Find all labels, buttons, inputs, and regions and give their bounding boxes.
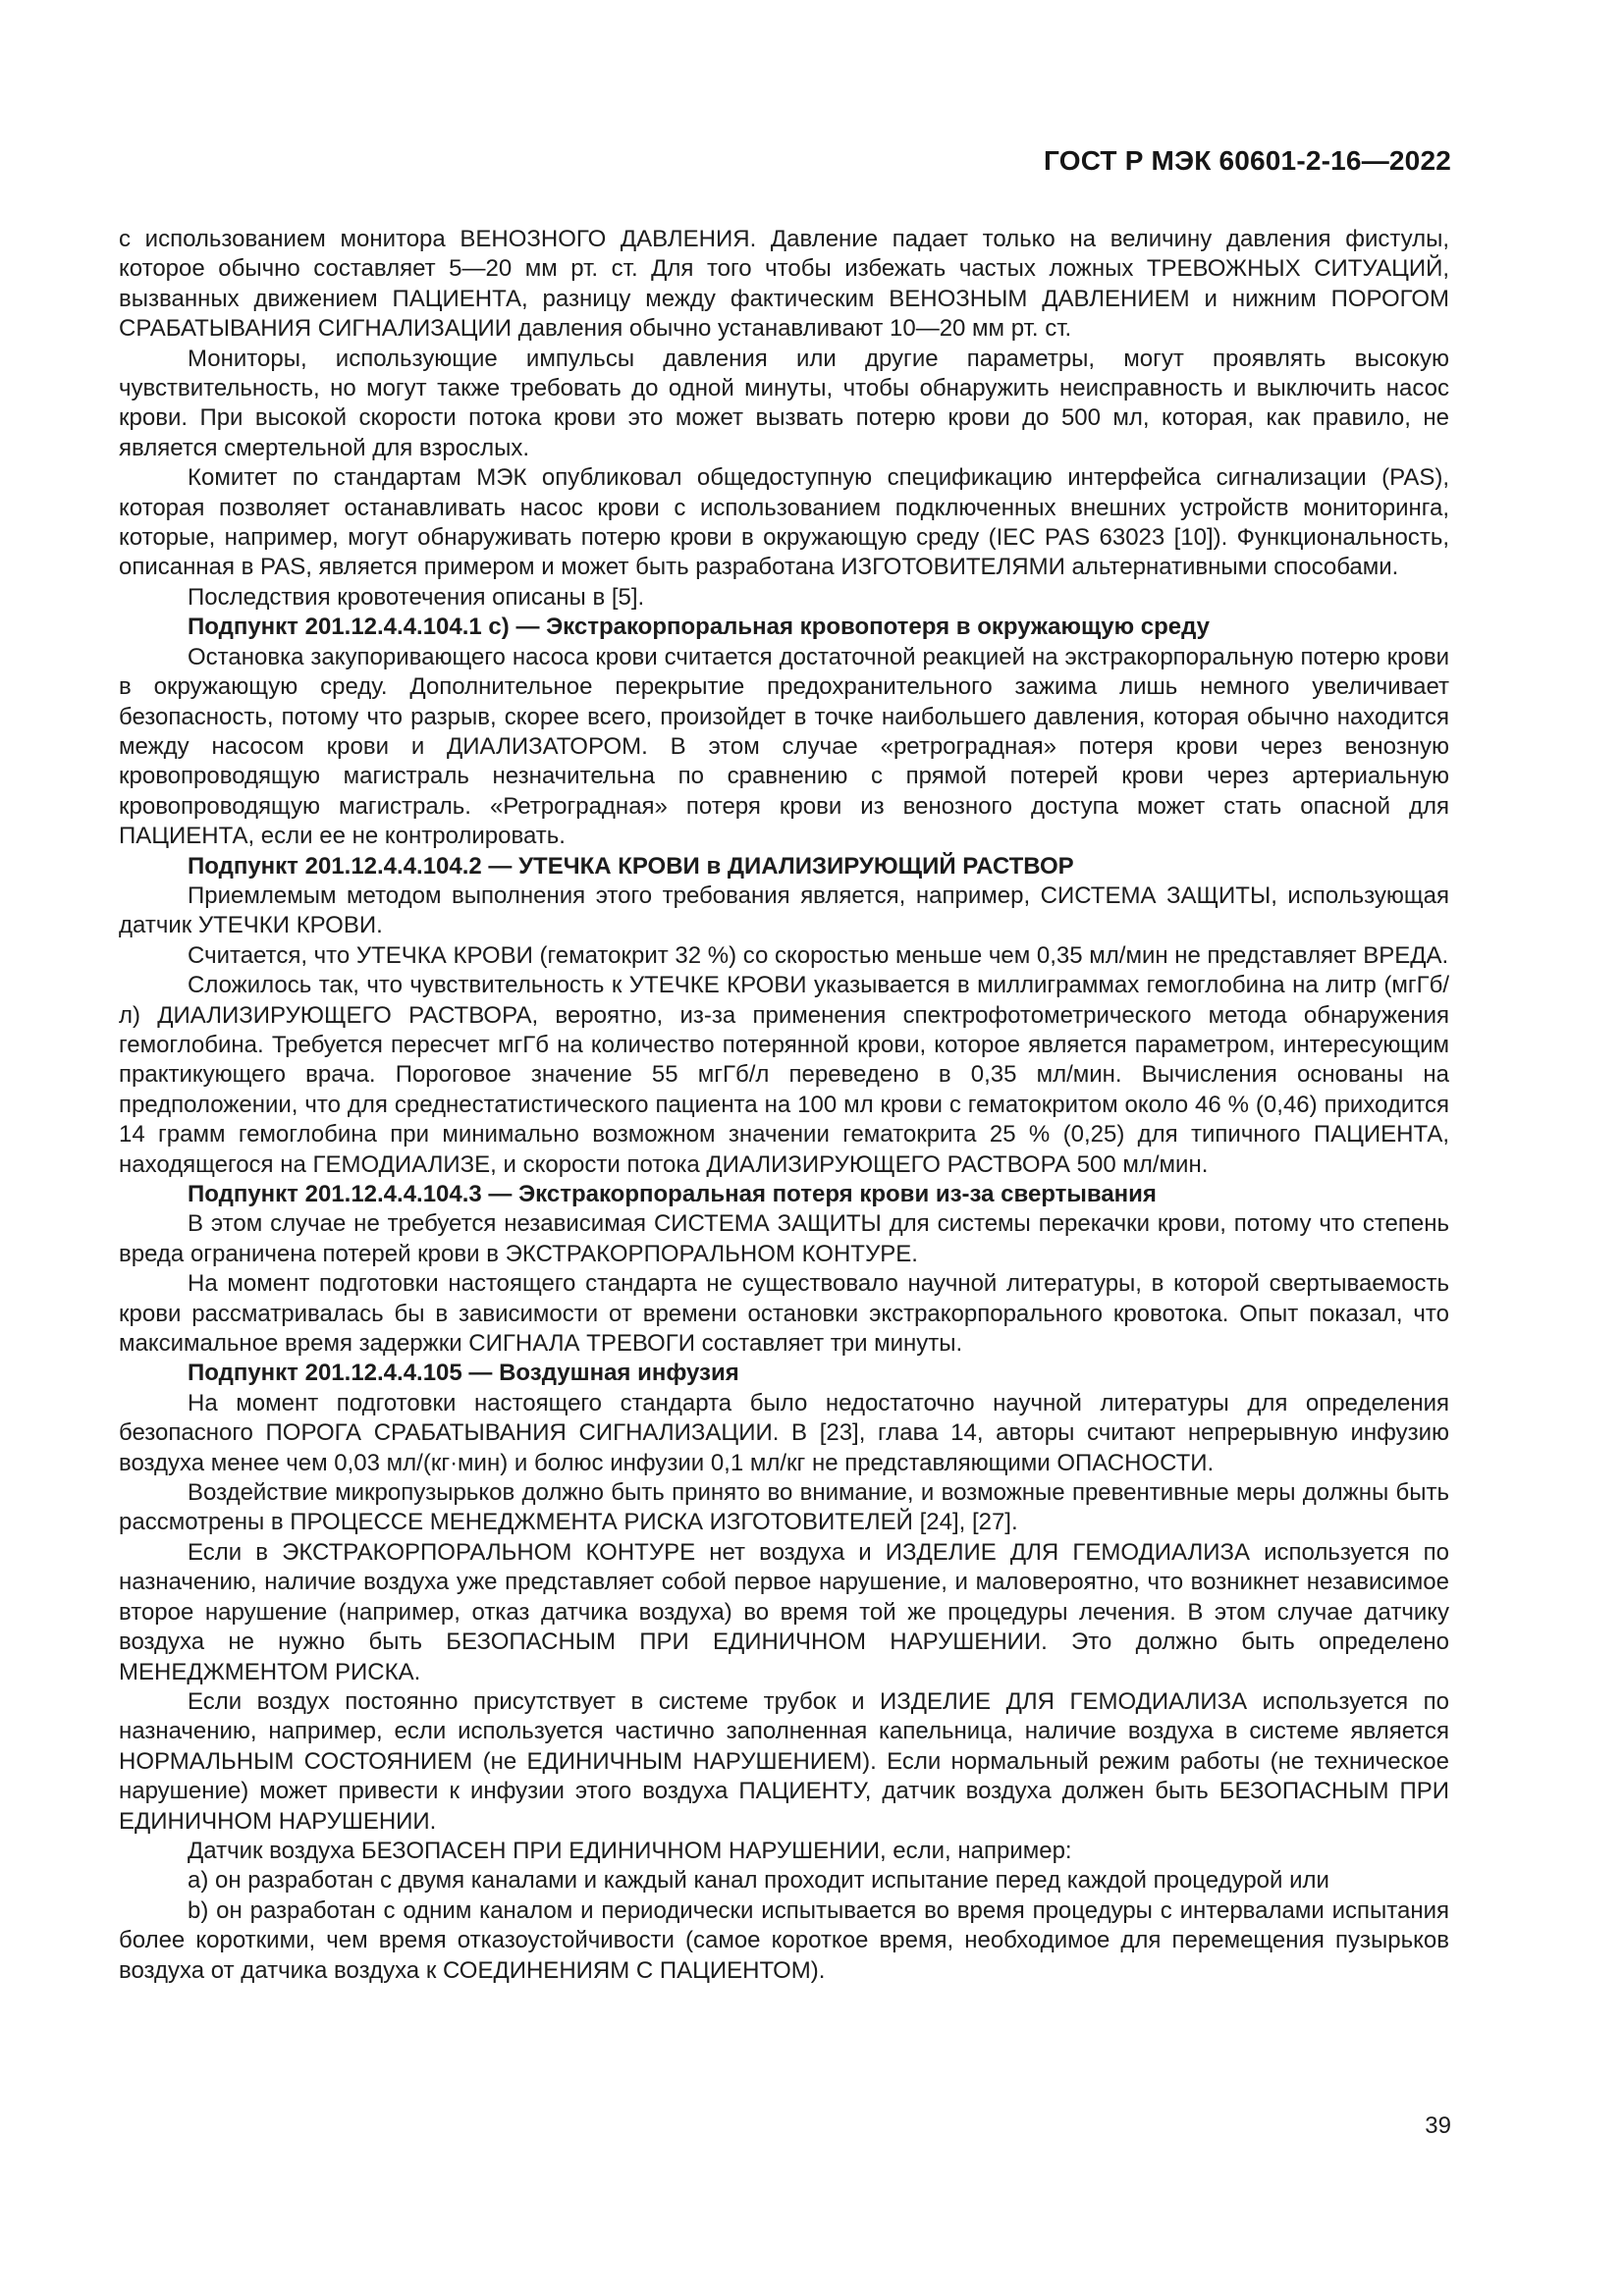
paragraph: Если в ЭКСТРАКОРПОРАЛЬНОМ КОНТУРЕ нет воздуха и ИЗДЕЛИЕ ДЛЯ ГЕМОДИАЛИЗА используется по назначению, наличие воздуха уже представляет собой первое нарушение, и маловероятно, что возникнет независимое второе нарушение (например, отказ датчика воздуха) во время той же процедуры лечения. В этом случае датчику воздуха не нужно быть БЕЗОПАСНЫМ ПРИ ЕДИНИЧНОМ НАРУШЕНИИ. Это должно быть определено МЕНЕДЖМЕНТОМ РИСКА. <box>119 1538 1449 1685</box>
list-item: b) он разработан с одним каналом и периодически испытывается во время процедуры с интервалами испытания более короткими, чем время отказоустойчивости (самое короткое время, необходимое для перемещения пузырьков воздуха от датчика воздуха к СОЕДИНЕНИЯМ С ПАЦИЕНТОМ). <box>119 1896 1449 1984</box>
paragraph: Остановка закупоривающего насоса крови считается достаточной реакцией на экстракорпоральную потерю крови в окружающую среду. Дополнительное перекрытие предохранительного зажима лишь немного увеличивает безопасность, потому что разрыв, скорее всего, произойдет в точке наибольшего давления, которая обычно находится между насосом крови и ДИАЛИЗАТОРОМ. В этом случае «ретроградная» потеря крови через венозную кровопроводящую магистраль незначительна по сравнению с прямой потерей крови через артериальную кровопроводящую магистраль. «Ретроградная» потеря крови из венозного доступа может стать опасной для ПАЦИЕНТА, если ее не контролировать. <box>119 643 1449 850</box>
standard-header: ГОСТ Р МЭК 60601-2-16—2022 <box>1044 145 1451 176</box>
document-body <box>119 225 1449 1986</box>
paragraph: В этом случае не требуется независимая СИСТЕМА ЗАЩИТЫ для системы перекачки крови, потому что степень вреда ограничена потерей крови в ЭКСТРАКОРПОРАЛЬНОМ КОНТУРЕ. <box>119 1210 1449 1267</box>
list-item: a) он разработан с двумя каналами и каждый канал проходит испытание перед каждой процедурой или <box>188 1867 1329 1895</box>
paragraph: На момент подготовки настоящего стандарта было недостаточно научной литературы для определения безопасного ПОРОГА СРАБАТЫВАНИЯ СИГНАЛИЗАЦИИ. В [23], глава 14, авторы считают непрерывную инфузию воздуха менее чем 0,03 мл/(кг·мин) и болюс инфузии 0,1 мл/кг не представляющими ОПАСНОСТИ. <box>119 1389 1449 1476</box>
subclause-heading: Подпункт 201.12.4.4.105 — Воздушная инфузия <box>188 1360 739 1387</box>
paragraph: Если воздух постоянно присутствует в системе трубок и ИЗДЕЛИЕ ДЛЯ ГЕМОДИАЛИЗА используется по назначению, например, если используется частично заполненная капельница, наличие воздуха в системе является НОРМАЛЬНЫМ СОСТОЯНИЕМ (не ЕДИНИЧНЫМ НАРУШЕНИЕМ). Если нормальный режим работы (не техническое нарушение) может привести к инфузии этого воздуха ПАЦИЕНТУ, датчик воздуха должен быть БЕЗОПАСНЫМ ПРИ ЕДИНИЧНОМ НАРУШЕНИИ. <box>119 1687 1449 1835</box>
subclause-heading: Подпункт 201.12.4.4.104.1 c) — Экстракорпоральная кровопотеря в окружающую среду <box>188 614 1211 641</box>
paragraph: Воздействие микропузырьков должно быть принято во внимание, и возможные превентивные меры должны быть рассмотрены в ПРОЦЕССЕ МЕНЕДЖМЕНТА РИСКА ИЗГОТОВИТЕЛЕЙ [24], [27]. <box>119 1479 1449 1536</box>
paragraph: с использованием монитора ВЕНОЗНОГО ДАВЛЕНИЯ. Давление падает только на величину давления фистулы, которое обычно составляет 5—20 мм рт. ст. Для того чтобы избежать частых ложных ТРЕВОЖНЫХ СИТУАЦИЙ, вызванных движением ПАЦИЕНТА, разницу между фактическим ВЕНОЗНЫМ ДАВЛЕНИЕМ и нижним ПОРОГОМ СРАБАТЫВАНИЯ СИГНАЛИЗАЦИИ давления обычно устанавливают 10—20 мм рт. ст. <box>119 226 1449 343</box>
page-number: 39 <box>1425 2112 1451 2139</box>
paragraph: Приемлемым методом выполнения этого требования является, например, СИСТЕМА ЗАЩИТЫ, использующая датчик УТЕЧКИ КРОВИ. <box>119 881 1449 939</box>
paragraph: На момент подготовки настоящего стандарта не существовало научной литературы, в которой свертываемость крови рассматривалась бы в зависимости от времени остановки экстракорпорального кровотока. Опыт показал, что максимальное время задержки СИГНАЛА ТРЕВОГИ составляет три минуты. <box>119 1270 1449 1358</box>
paragraph: Считается, что УТЕЧКА КРОВИ (гематокрит 32 %) со скоростью меньше чем 0,35 мл/мин не представляет ВРЕДА. <box>188 941 1449 969</box>
paragraph: Мониторы, использующие импульсы давления или другие параметры, могут проявлять высокую чувствительность, но могут также требовать до одной минуты, чтобы обнаружить неисправность и выключить насос крови. При высокой скорости потока крови это может вызвать потерю крови до 500 мл, которая, как правило, не является смертельной для взрослых. <box>119 345 1449 461</box>
paragraph: Датчик воздуха БЕЗОПАСЕН ПРИ ЕДИНИЧНОМ НАРУШЕНИИ, если, например: <box>188 1837 1072 1864</box>
subclause-heading: Подпункт 201.12.4.4.104.3 — Экстракорпоральная потеря крови из-за свертывания <box>188 1181 1157 1207</box>
paragraph: Сложилось так, что чувствительность к УТЕЧКЕ КРОВИ указывается в миллиграммах гемоглобина на литр (мгГб/л) ДИАЛИЗИРУЮЩЕГО РАСТВОРА, вероятно, из-за применения спектрофотометрического метода обнаружения гемоглобина. Требуется пересчет мгГб на количество потерянной крови, которое является параметром, интересующим практикующего врача. Пороговое значение 55 мгГб/л переведено в 0,35 мл/мин. Вычисления основаны на предположении, что для среднестатистического пациента на 100 мл крови с гематокритом около 46 % (0,46) приходится 14 грамм гемоглобина при минимально возможном значении гематокрита 25 % (0,25) для типичного ПАЦИЕНТА, находящегося на ГЕМОДИАЛИЗЕ, и скорости потока ДИАЛИЗИРУЮЩЕГО РАСТВОРА 500 мл/мин. <box>119 972 1449 1178</box>
paragraph: Последствия кровотечения описаны в [5]. <box>188 583 645 611</box>
paragraph: Комитет по стандартам МЭК опубликовал общедоступную спецификацию интерфейса сигнализации (PAS), которая позволяет останавливать насос крови с использованием подключенных внешних устройств мониторинга, которые, например, могут обнаруживать потерю крови в окружающую среду (IEC PAS 63023 [10]). Функциональность, описанная в PAS, является примером и может быть разработана ИЗГОТОВИТЕЛЯМИ альтернативными способами. <box>119 464 1449 581</box>
subclause-heading: Подпункт 201.12.4.4.104.2 — УТЕЧКА КРОВИ в ДИАЛИЗИРУЮЩИЙ РАСТВОР <box>188 852 1074 880</box>
